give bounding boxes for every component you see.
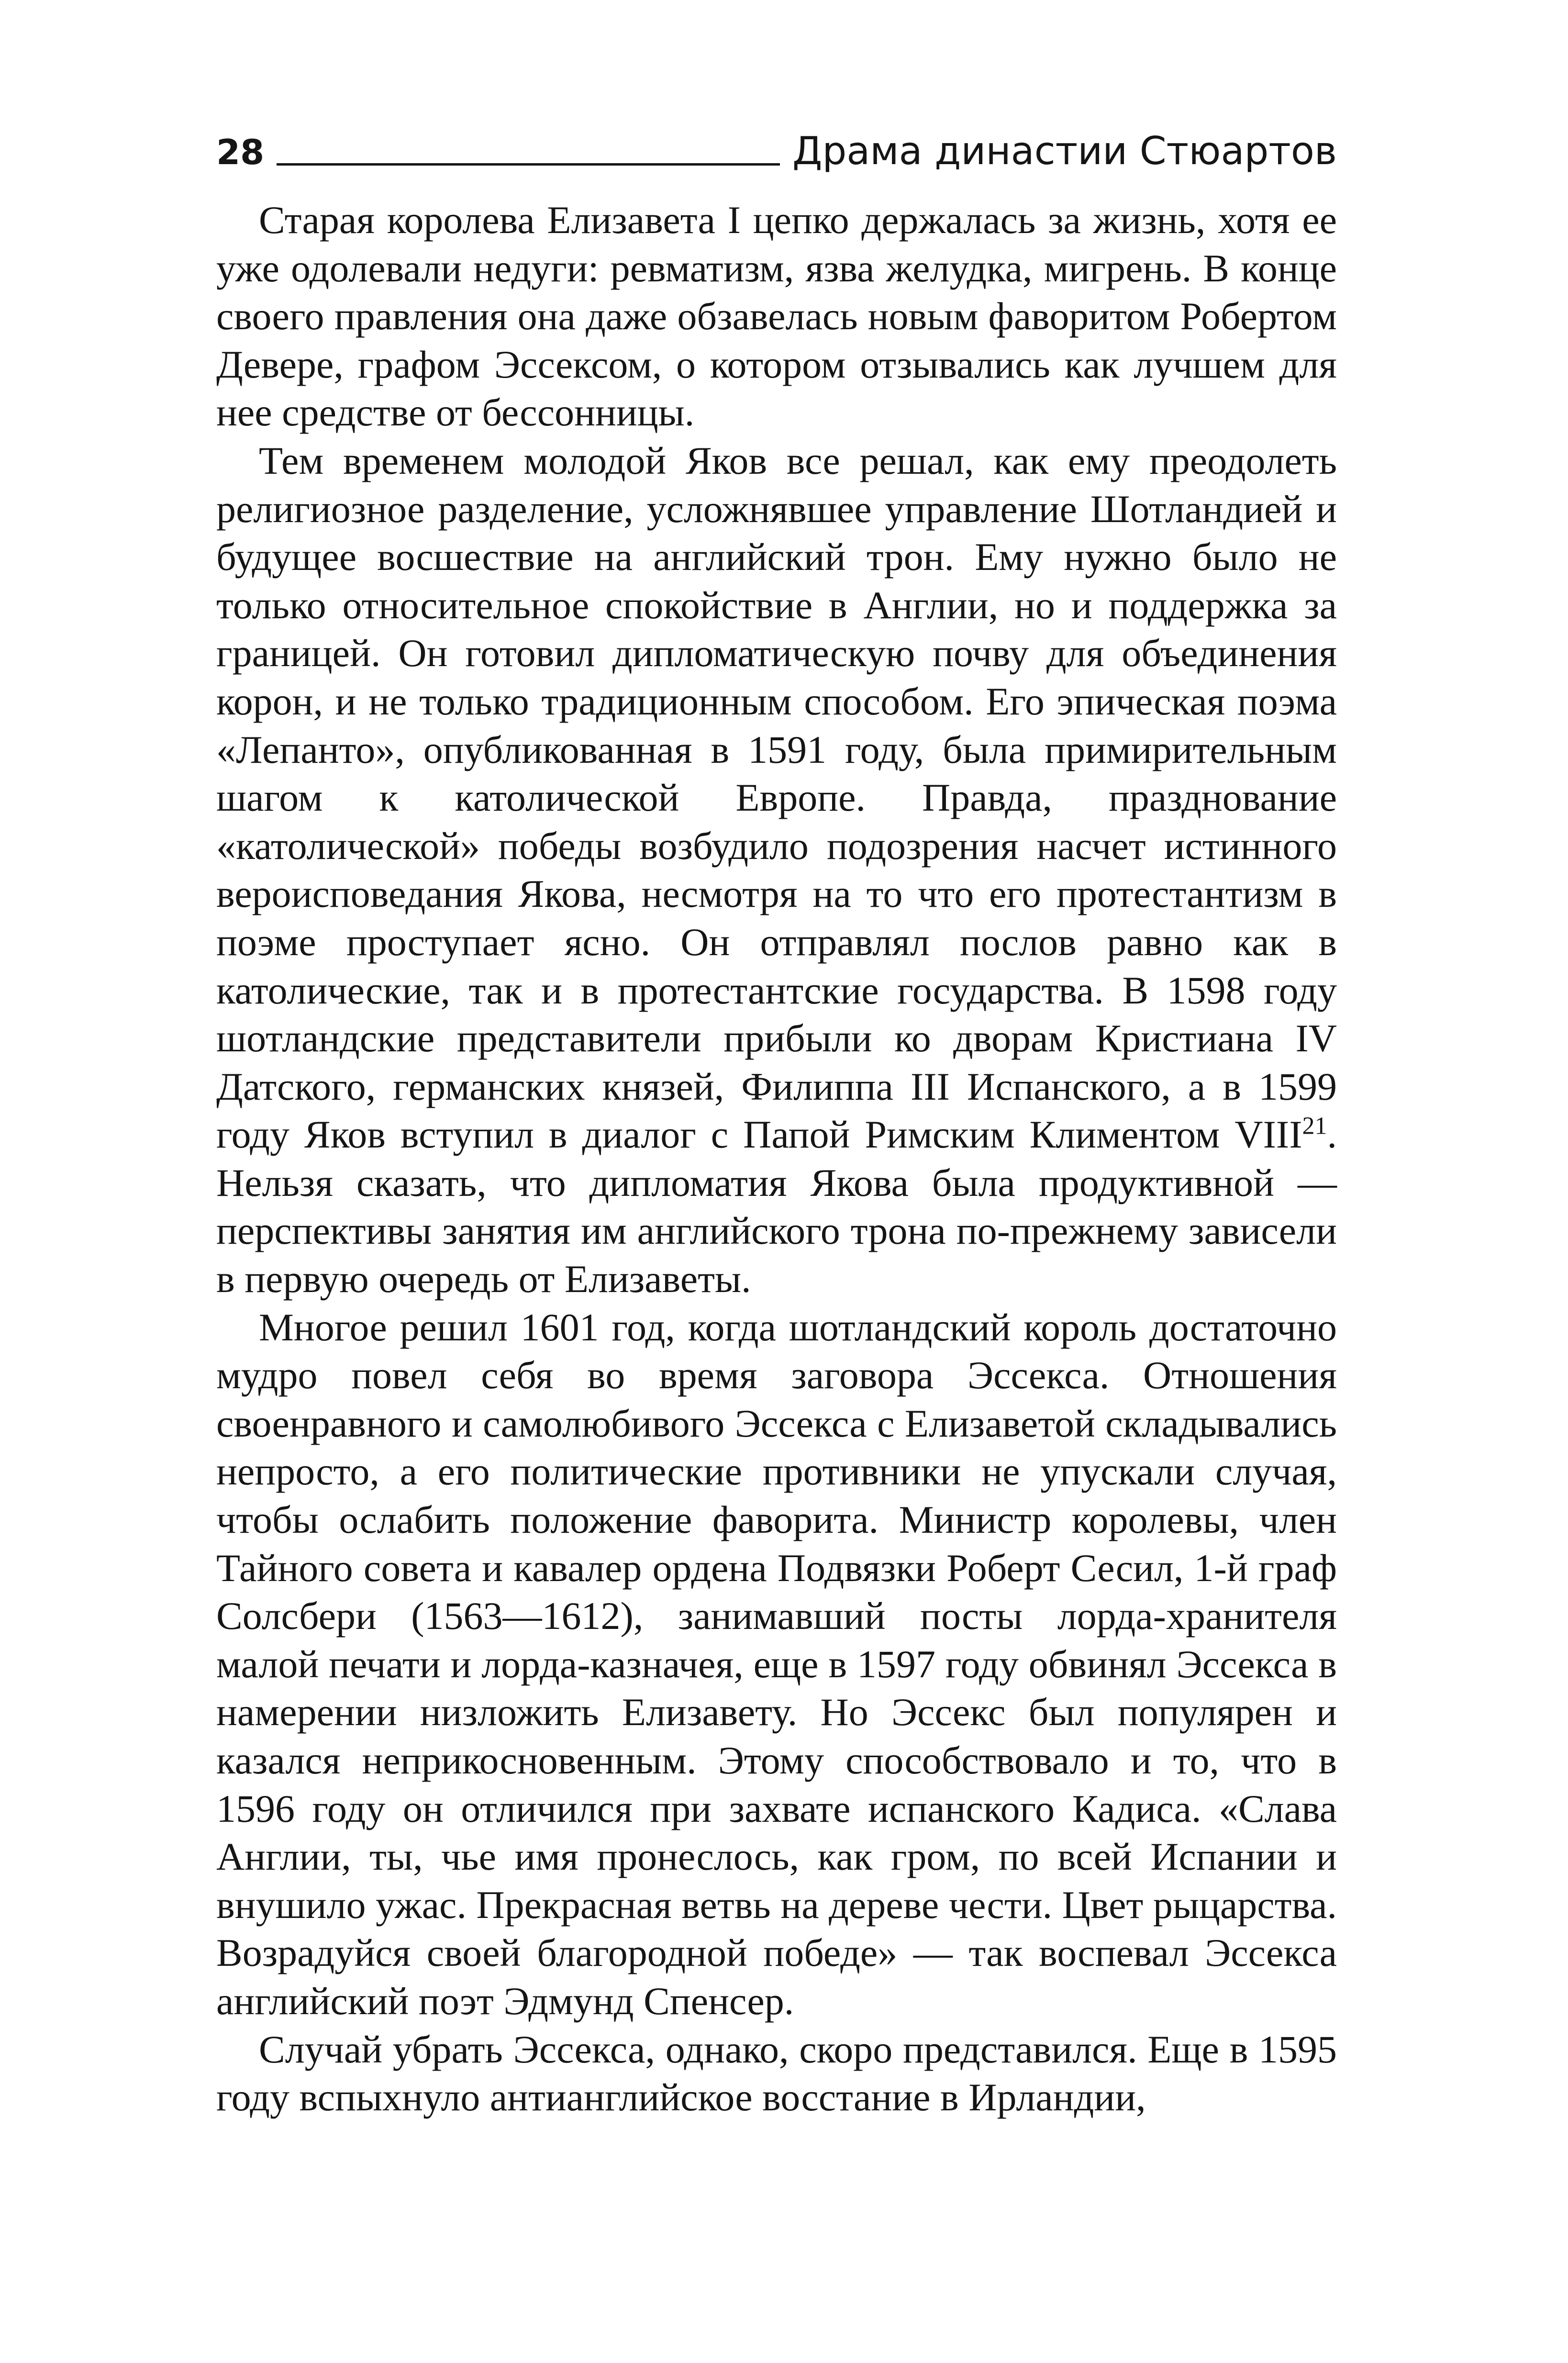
paragraph-4: Случай убрать Эссекса, однако, скоро представился. Еще в 1595 году вспыхнуло антианглийское восстание в Ирландии,	[216, 2027, 1337, 2119]
body-text	[216, 196, 1337, 2122]
paragraph-2-text-before-footnote: Тем временем молодой Яков все решал, как ему преодолеть религиозное разделение, усложнявшее управление Шотландией и будущее восшествие на английский трон. Ему нужно было не только относительное спокойствие в Англии, но и поддержка за границей. Он готовил дипломатическую почву для объединения корон, и не только традиционным способом. Его эпическая поэма «Лепанто», опубликованная в 1591 году, была примирительным шагом к католической Европе. Правда, празднование «католической» победы возбудило подозрения насчет истинного вероисповедания Якова, несмотря на то что его протестантизм в поэме проступает ясно. Он отправлял послов равно как в католические, так и в протестантские государства. В 1598 году шотландские представители прибыли ко дворам Кристиана IV Датского, германских князей, Филиппа III Испанского, а в 1599 году Яков вступил в диалог с Папой Римским Климентом VIII	[216, 438, 1337, 1157]
paragraph-2	[216, 437, 1337, 1304]
paragraph-2-text-after-footnote: . Нельзя сказать, что дипломатия Якова была продуктивной — перспективы занятия им английского трона по-прежнему зависели в первую очередь от Елизаветы.	[216, 1113, 1337, 1301]
running-title: Драма династии Стюартов	[792, 129, 1337, 173]
header-rule	[277, 163, 780, 166]
paragraph-1: Старая королева Елизавета I цепко держалась за жизнь, хотя ее уже одолевали недуги: ревматизм, язва желудка, мигрень. В конце своего правления она даже обзавелась новым фаворитом Робертом Девере, графом Эссексом, о котором отзывались как лучшем для нее средстве от бессонницы.	[216, 198, 1337, 435]
page-number: 28	[216, 132, 265, 172]
page-header	[216, 120, 1337, 172]
footnote-marker: 21	[1302, 1112, 1327, 1140]
paragraph-3: Многое решил 1601 год, когда шотландский король достаточно мудро повел себя во время заговора Эссекса. Отношения своенравного и самолюбивого Эссекса с Елизаветой складывались непросто, а его политические противники не упускали случая, чтобы ослабить положение фаворита. Министр королевы, член Тайного совета и кавалер ордена Подвязки Роберт Сесил, 1-й граф Солсбери (1563—1612), занимавший посты лорда-хранителя малой печати и лорда-казначея, еще в 1597 году обвинял Эссекса в намерении низложить Елизавету. Но Эссекс был популярен и казался неприкосновенным. Этому способствовало и то, что в 1596 году он отличился при захвате испанского Кадиса. «Слава Англии, ты, чье имя пронеслось, как гром, по всей Испании и внушило ужас. Прекрасная ветвь на дереве чести. Цвет рыцарства. Возрадуйся своей благородной победе» — так воспевал Эссекса английский поэт Эдмунд Спенсер.	[216, 1305, 1337, 2023]
